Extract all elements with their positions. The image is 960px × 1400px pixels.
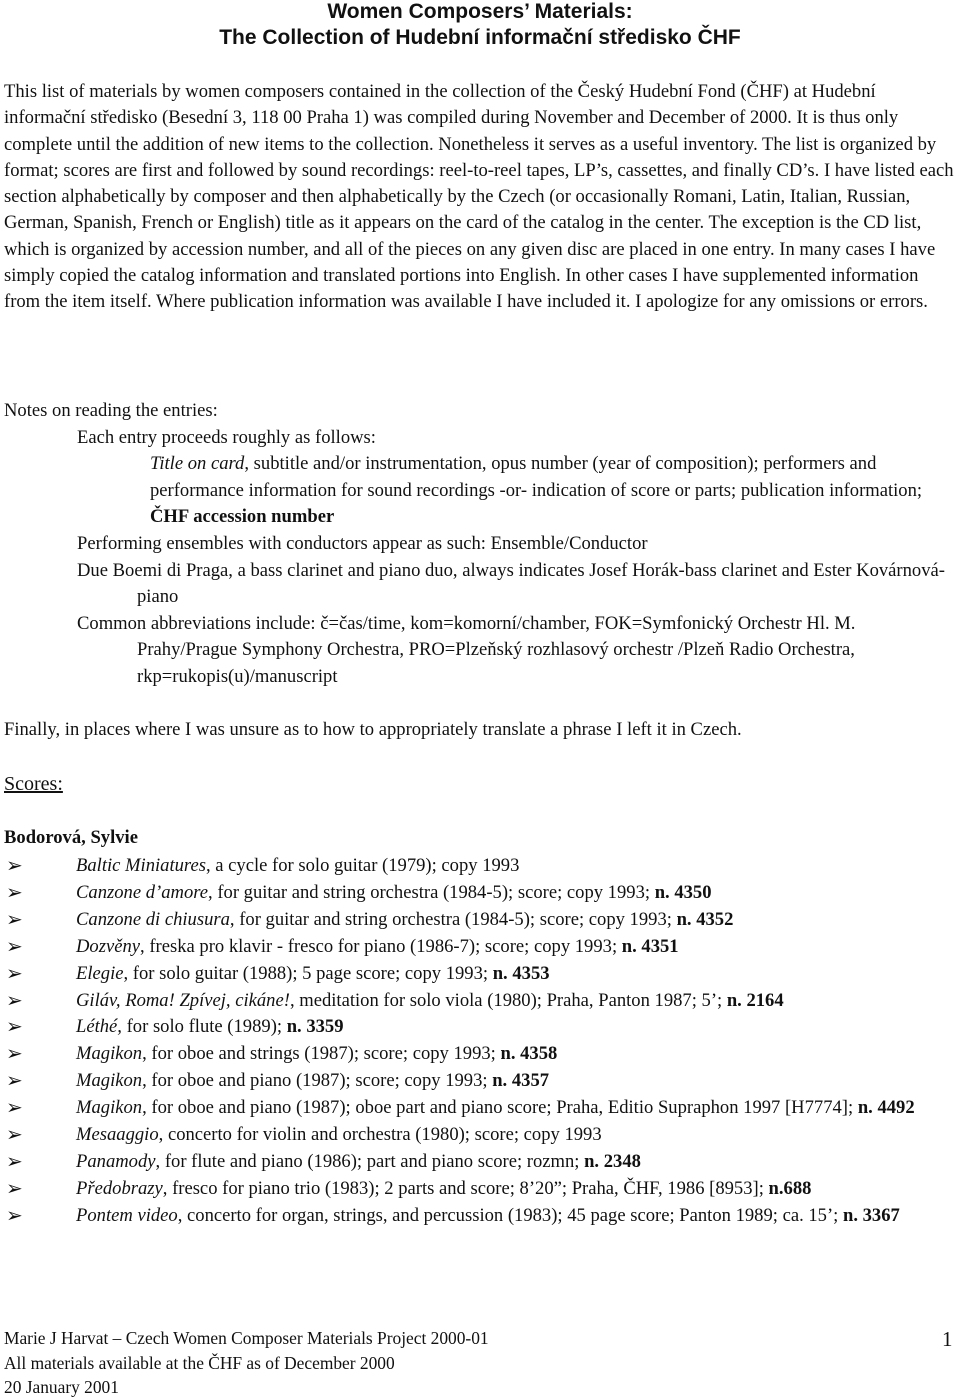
footer-availability-line: All materials available at the ČHF as of December 2000 [4,1352,395,1373]
list-item [4,1041,954,1068]
entry-accession: n. 2348 [584,1150,641,1172]
arrow-bullet-icon: ➢ [6,1016,23,1039]
entry-details: , for oboe and piano (1987); score; copy 1993; [142,1070,493,1092]
arrow-bullet-icon: ➢ [6,1070,23,1093]
entry-details: , a cycle for solo guitar (1979); copy 1993 [205,855,520,876]
entry-details: , for oboe and strings (1987); score; copy 1993; [142,1043,501,1065]
footer-date-line: 20 January 2001 [4,1377,119,1398]
entry-details: , meditation for solo viola (1980); Praha, Panton 1987; 5’; [289,989,727,1011]
entry-title: Dozvěny [76,935,141,957]
entry-details: , for oboe and piano (1987); oboe part and piano score; Praha, Editio Supraphon 1997 [H7774]; [142,1097,858,1119]
entry-title: Magikon [76,1097,143,1119]
entry-accession: n. 4357 [492,1070,550,1092]
list-item [4,1068,954,1095]
notes-entry-format [4,451,959,531]
arrow-bullet-icon: ➢ [6,908,23,931]
notes-ensembles: Performing ensembles with conductors appear as such: Ensemble/Conductor [77,532,648,554]
arrow-bullet-icon: ➢ [6,1124,23,1147]
notes-abbreviations: Common abbreviations include: č=čas/time, kom=komorní/chamber, FOK=Symfonický Orchestr Hl. M. Prahy/Prague Symphony Orchestra, PRO=Plzeňský rozhlasový orchestr /Plzeň Radio Orchestra, rkp=rukopis(u)/manuscript [77,612,856,687]
entry-title: Giláv, Roma! Zpívej, cikáne! [76,989,290,1011]
entry-title: Magikon [76,1070,143,1092]
entry-accession: n. 3367 [842,1204,900,1226]
entry-accession: n. 4350 [654,881,712,903]
list-item [4,961,954,988]
list-item [4,1122,954,1149]
arrow-bullet-icon: ➢ [6,989,23,1012]
entry-title: Canzone d’amore [76,881,209,903]
page-number: 1 [942,1327,953,1351]
entry-accession: n. 2164 [726,989,784,1011]
entry-accession: n. 4353 [492,962,550,984]
entry-title: Magikon [76,1043,143,1065]
format-description: , subtitle and/or instrumentation, opus number (year of composition); performers and performance information for sound recordings -or- indication of score or parts; publication information; [150,453,923,501]
arrow-bullet-icon: ➢ [6,855,23,877]
entry-details: , for guitar and string orchestra (1984-5); score; copy 1993; [208,881,655,903]
entry-title: Předobrazy [76,1177,163,1199]
list-item [4,907,954,934]
arrow-bullet-icon: ➢ [6,881,23,904]
entry-accession: n. 4358 [500,1043,558,1065]
entry-accession: n. 4352 [676,908,734,930]
entry-title: Pontem video [76,1204,178,1226]
entry-title: Elegie [76,962,124,984]
footer-author-line: Marie J Harvat – Czech Women Composer Materials Project 2000-01 [4,1328,489,1348]
list-item [4,1095,954,1122]
document-title-line1: Women Composers’ Materials: [327,0,633,23]
arrow-bullet-icon: ➢ [6,935,23,958]
composer-name: Bodorová, Sylvie [4,827,138,848]
list-item [4,1014,954,1041]
list-item [4,988,954,1015]
page-footer [4,1326,489,1400]
arrow-bullet-icon: ➢ [6,962,23,985]
list-item [4,1176,954,1203]
entry-accession: n. 4492 [857,1097,915,1119]
entry-details: , for guitar and string orchestra (1984-5); score; copy 1993; [229,908,677,930]
entry-title: Panamody [76,1150,156,1172]
scores-heading: Scores: [4,773,63,795]
list-item [4,853,954,880]
notes-heading: Notes on reading the entries: [4,400,218,421]
arrow-bullet-icon: ➢ [6,1204,23,1227]
entry-details: , concerto for violin and orchestra (1980); score; copy 1993 [158,1124,602,1146]
entry-title: Léthé, [76,1016,122,1038]
notes-due-boemi: Due Boemi di Praga, a bass clarinet and piano duo, always indicates Josef Horák-bass clarinet and Ester Kovárnová-piano [77,559,945,608]
entry-accession: n. 3359 [286,1016,344,1038]
entry-details: , for solo guitar (1988); 5 page score; copy 1993; [123,962,493,984]
score-entry-list [4,853,954,1230]
list-item [4,1149,954,1176]
entry-details: , for flute and piano (1986); part and piano score; rozmn; [155,1150,585,1172]
entry-accession: n.688 [768,1177,812,1199]
entry-title: Mesaaggio [76,1124,159,1146]
arrow-bullet-icon: ➢ [6,1043,23,1066]
list-item [4,934,954,961]
notes-section [4,398,959,691]
arrow-bullet-icon: ➢ [6,1097,23,1120]
arrow-bullet-icon: ➢ [6,1150,23,1173]
notes-each-entry: Each entry proceeds roughly as follows: [77,426,376,448]
entry-title: Canzone di chiusura [76,908,230,930]
entry-details: , fresco for piano trio (1983); 2 parts and score; 8’20”; Praha, ČHF, 1986 [8953]; [162,1177,769,1199]
entry-details: , concerto for organ, strings, and percussion (1983); 45 page score; Panton 1989; ca. 15’; [177,1204,843,1226]
format-accession-example: ČHF accession number [150,506,335,528]
entry-details: , freska pro klavir - fresco for piano (1986-7); score; copy 1993; [140,935,622,957]
list-item [4,1203,954,1230]
document-title-line2: The Collection of Hudební informační středisko ČHF [219,26,741,49]
entry-title: Baltic Miniatures [76,855,206,876]
finally-paragraph: Finally, in places where I was unsure as to how to appropriately translate a phrase I left it in Czech. [4,719,742,740]
entry-accession: n. 4351 [621,935,679,957]
intro-paragraph: This list of materials by women composers contained in the collection of the Český Hudební Fond (ČHF) at Hudební informační středisko (Besední 3, 118 00 Praha 1) was compiled during November and December of 2000. It is thus only complete until the addition of new items to the collection. Nonetheless it serves as a useful inventory. The list is organized by format; scores are first and followed by sound recordings: reel-to-reel tapes, LP’s, cassettes, and finally CD’s. I have listed each section alphabetically by composer and then alphabetically by the Czech (or occasionally Romani, Latin, Italian, Russian, German, Spanish, French or English) title as it appears on the card of the catalog in the center. The exception is the CD list, which is organized by accession number, and all of the pieces on any given disc are placed in one entry. In many cases I have simply copied the catalog information and translated portions into English. In other cases I have supplemented information from the item itself. Where publication information was available I have included it. I apologize for any omissions or errors. [4,81,954,313]
format-title-example: Title on card [150,453,245,475]
entry-details: for solo flute (1989); [121,1016,287,1038]
list-item [4,880,954,907]
arrow-bullet-icon: ➢ [6,1177,23,1200]
